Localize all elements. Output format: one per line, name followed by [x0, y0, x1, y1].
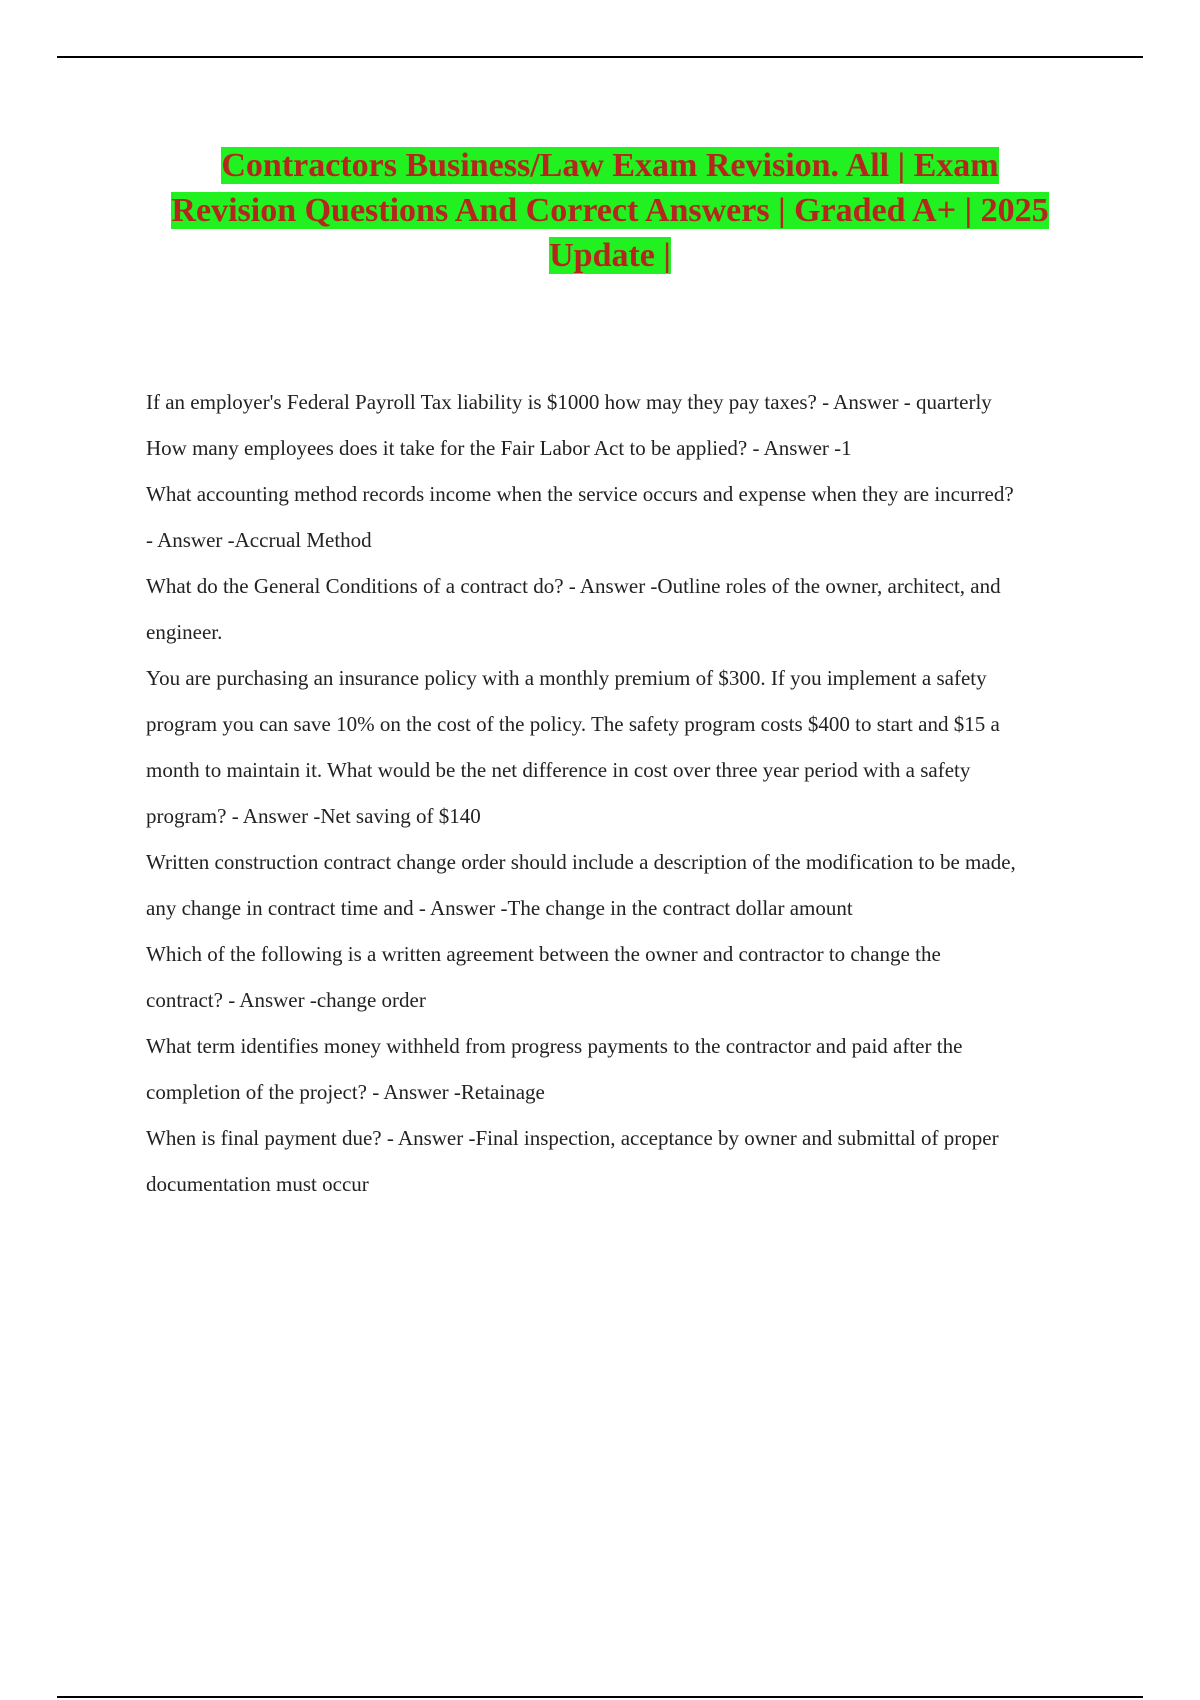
title-line-3: Update |: [549, 237, 671, 274]
paragraph-insurance-answer: program? - Answer -Net saving of $140: [146, 804, 481, 828]
paragraph-written-agreement-answer: contract? - Answer -change order: [146, 988, 426, 1012]
footer-rule: [57, 1696, 1143, 1698]
paragraph-payroll-tax: If an employer's Federal Payroll Tax liability is $1000 how may they pay taxes? - Answer - quarterly: [146, 390, 992, 414]
paragraph-accrual-answer: - Answer -Accrual Method: [146, 528, 372, 552]
title-line-2: Revision Questions And Correct Answers | Graded A+ | 2025: [171, 192, 1049, 229]
document-title: [130, 143, 1090, 278]
paragraph-retainage-question: What term identifies money withheld from progress payments to the contractor and paid after the: [146, 1034, 963, 1058]
paragraph-final-payment: When is final payment due? - Answer -Final inspection, acceptance by owner and submittal of proper: [146, 1126, 999, 1150]
header-rule: [57, 56, 1143, 58]
paragraph-engineer: engineer.: [146, 620, 223, 644]
paragraph-documentation: documentation must occur: [146, 1172, 369, 1196]
paragraph-insurance-2: program you can save 10% on the cost of the policy. The safety program costs $400 to start and $15 a: [146, 712, 1000, 736]
paragraph-insurance-3: month to maintain it. What would be the net difference in cost over three year period with a safety: [146, 758, 971, 782]
paragraph-written-agreement: Which of the following is a written agreement between the owner and contractor to change the: [146, 942, 941, 966]
paragraph-insurance-1: You are purchasing an insurance policy with a monthly premium of $300. If you implement a safety: [146, 666, 987, 690]
paragraph-fair-labor-act: How many employees does it take for the Fair Labor Act to be applied? - Answer -1: [146, 436, 852, 460]
paragraph-retainage-answer: completion of the project? - Answer -Retainage: [146, 1080, 545, 1104]
paragraph-change-order-1: Written construction contract change order should include a description of the modification to be made,: [146, 850, 1016, 874]
paragraph-change-order-answer: any change in contract time and - Answer -The change in the contract dollar amount: [146, 896, 853, 920]
document-body: [146, 388, 1088, 1216]
paragraph-accounting-method-question: What accounting method records income when the service occurs and expense when they are incurred?: [146, 482, 1014, 506]
paragraph-general-conditions: What do the General Conditions of a contract do? - Answer -Outline roles of the owner, architect, and: [146, 574, 1001, 598]
title-line-1: Contractors Business/Law Exam Revision. All | Exam: [221, 147, 999, 184]
